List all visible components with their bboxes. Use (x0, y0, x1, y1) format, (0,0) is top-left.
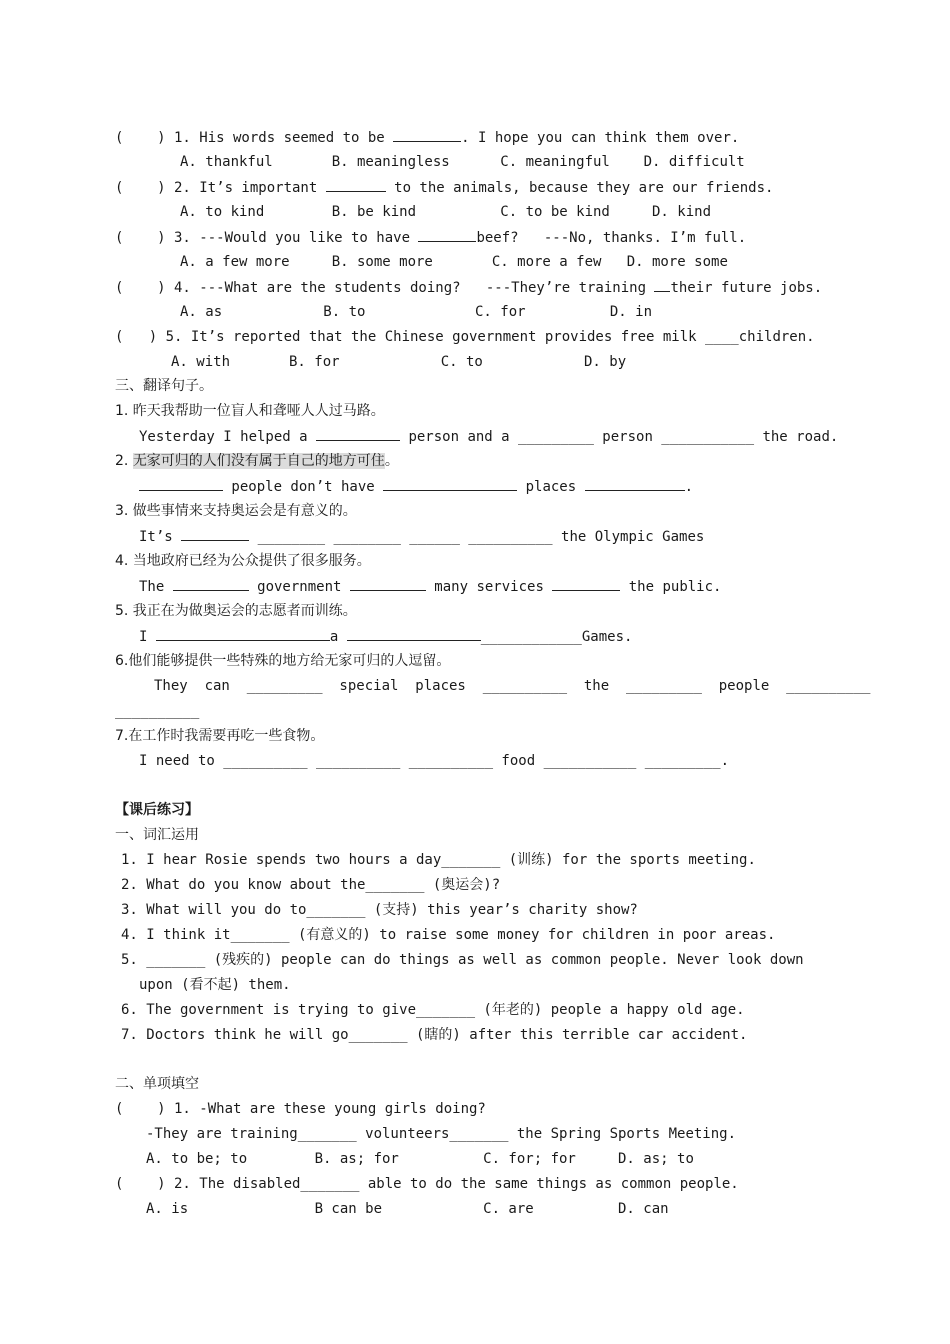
translate-s4-zh: 4. 当地政府已经为公众提供了很多服务。 (115, 553, 371, 569)
mc-heading: 二、单项填空 (115, 1076, 199, 1092)
blank[interactable] (393, 128, 461, 142)
mc2-q1-line2: -They are training_______ volunteers_______ the Spring Sports Meeting. (146, 1126, 737, 1142)
translate-s7-en: I need to __________ __________ __________ food ___________ _________. (139, 753, 730, 769)
translate-s3-zh: 3. 做些事情来支持奥运会是有意义的。 (115, 503, 357, 519)
translate-s7-zh: 7.在工作时我需要再吃一些食物。 (115, 728, 325, 744)
translate-s2-en: people don’t have places . (139, 477, 693, 496)
translate-s2-zh: 2. 无家可归的人们没有属于自己的地方可住。 (115, 453, 399, 469)
blank[interactable] (552, 577, 620, 591)
blank[interactable] (326, 178, 386, 192)
mc1-q2-stem: ( ) 2. It’s important to the animals, because they are our friends. (115, 180, 774, 196)
translate-s6-en: They can _________ special places __________ the _________ people __________ (154, 678, 871, 694)
mc1-q1-options: A. thankful B. meaningless C. meaningful D. difficult (180, 154, 745, 170)
vocab-item: 3. What will you do to_______ (支持) this year’s charity show? (121, 902, 638, 918)
translate-s4-en: The government many services the public. (139, 579, 722, 595)
vocab-item: 7. Doctors think he will go_______ (瞎的) after this terrible car accident. (121, 1027, 748, 1043)
translate-s1-zh: 1. 昨天我帮助一位盲人和聋哑人人过马路。 (115, 403, 385, 419)
mc2-q1-stem: ( ) 1. -What are these young girls doing? (115, 1101, 486, 1117)
vocab-item: 5. _______ (残疾的) people can do things as well as common people. Never look down (121, 952, 804, 968)
vocab-item: 6. The government is trying to give_______ (年老的) people a happy old age. (121, 1002, 745, 1018)
mc1-q5-options: A. with B. for C. to D. by (171, 354, 627, 370)
vocab-item: 4. I think it_______ (有意义的) to raise some money for children in poor areas. (121, 927, 776, 943)
blank[interactable] (347, 627, 481, 641)
mc2-q1-options: A. to be; to B. as; for C. for; for D. as; to (146, 1151, 694, 1167)
translate-s1-en: Yesterday I helped a person and a _________ person ___________ the road. (139, 429, 839, 445)
mc2-q2-stem: ( ) 2. The disabled_______ able to do the same things as common people. (115, 1176, 739, 1192)
translate-s6-zh: 6.他们能够提供一些特殊的地方给无家可归的人逗留。 (115, 653, 451, 669)
blank[interactable] (316, 427, 400, 441)
mc1-q4-stem: ( ) 4. ---What are the students doing? ---They’re training their future jobs. (115, 280, 823, 296)
mc1-q1-stem: ( ) 1. His words seemed to be . I hope you can think them over. (115, 130, 740, 146)
blank[interactable] (418, 228, 476, 242)
vocab-item: 2. What do you know about the_______ (奥运会)? (121, 877, 501, 893)
blank[interactable] (350, 577, 426, 591)
translate-heading: 三、翻译句子。 (115, 378, 213, 394)
mc2-q2-options: A. is B can be C. are D. can (146, 1201, 669, 1217)
blank[interactable] (654, 278, 670, 292)
vocab-heading: 一、词汇运用 (115, 827, 199, 843)
blank[interactable] (383, 477, 517, 491)
mc1-q4-options: A. as B. to C. for D. in (180, 304, 653, 320)
mc1-q2-options: A. to kind B. be kind C. to be kind D. kind (180, 204, 712, 220)
highlighted-text: 无家可归的人们没有属于自己的地方可住 (132, 453, 385, 469)
mc1-q3-stem: ( ) 3. ---Would you like to have beef? ---No, thanks. I’m full. (115, 230, 747, 246)
translate-s6-en-wrap: __________ (115, 703, 200, 719)
vocab-item-wrap: upon (看不起) them. (139, 977, 291, 993)
blank[interactable] (173, 577, 249, 591)
after-class-title: 【课后练习】 (115, 802, 199, 818)
translate-s5-en: I a ____________Games. (139, 629, 633, 645)
blank[interactable] (139, 477, 223, 491)
translate-s5-zh: 5. 我正在为做奥运会的志愿者而训练。 (115, 603, 357, 619)
blank[interactable] (181, 527, 249, 541)
mc1-q3-options: A. a few more B. some more C. more a few D. more some (180, 254, 728, 270)
translate-s3-en: It’s ________ ________ ______ __________ the Olympic Games (139, 529, 705, 545)
blank[interactable] (585, 477, 685, 491)
blank[interactable] (156, 627, 330, 641)
mc1-q5-stem: ( ) 5. It’s reported that the Chinese government provides free milk ____children. (115, 329, 815, 345)
vocab-item: 1. I hear Rosie spends two hours a day_______ (训练) for the sports meeting. (121, 852, 756, 868)
